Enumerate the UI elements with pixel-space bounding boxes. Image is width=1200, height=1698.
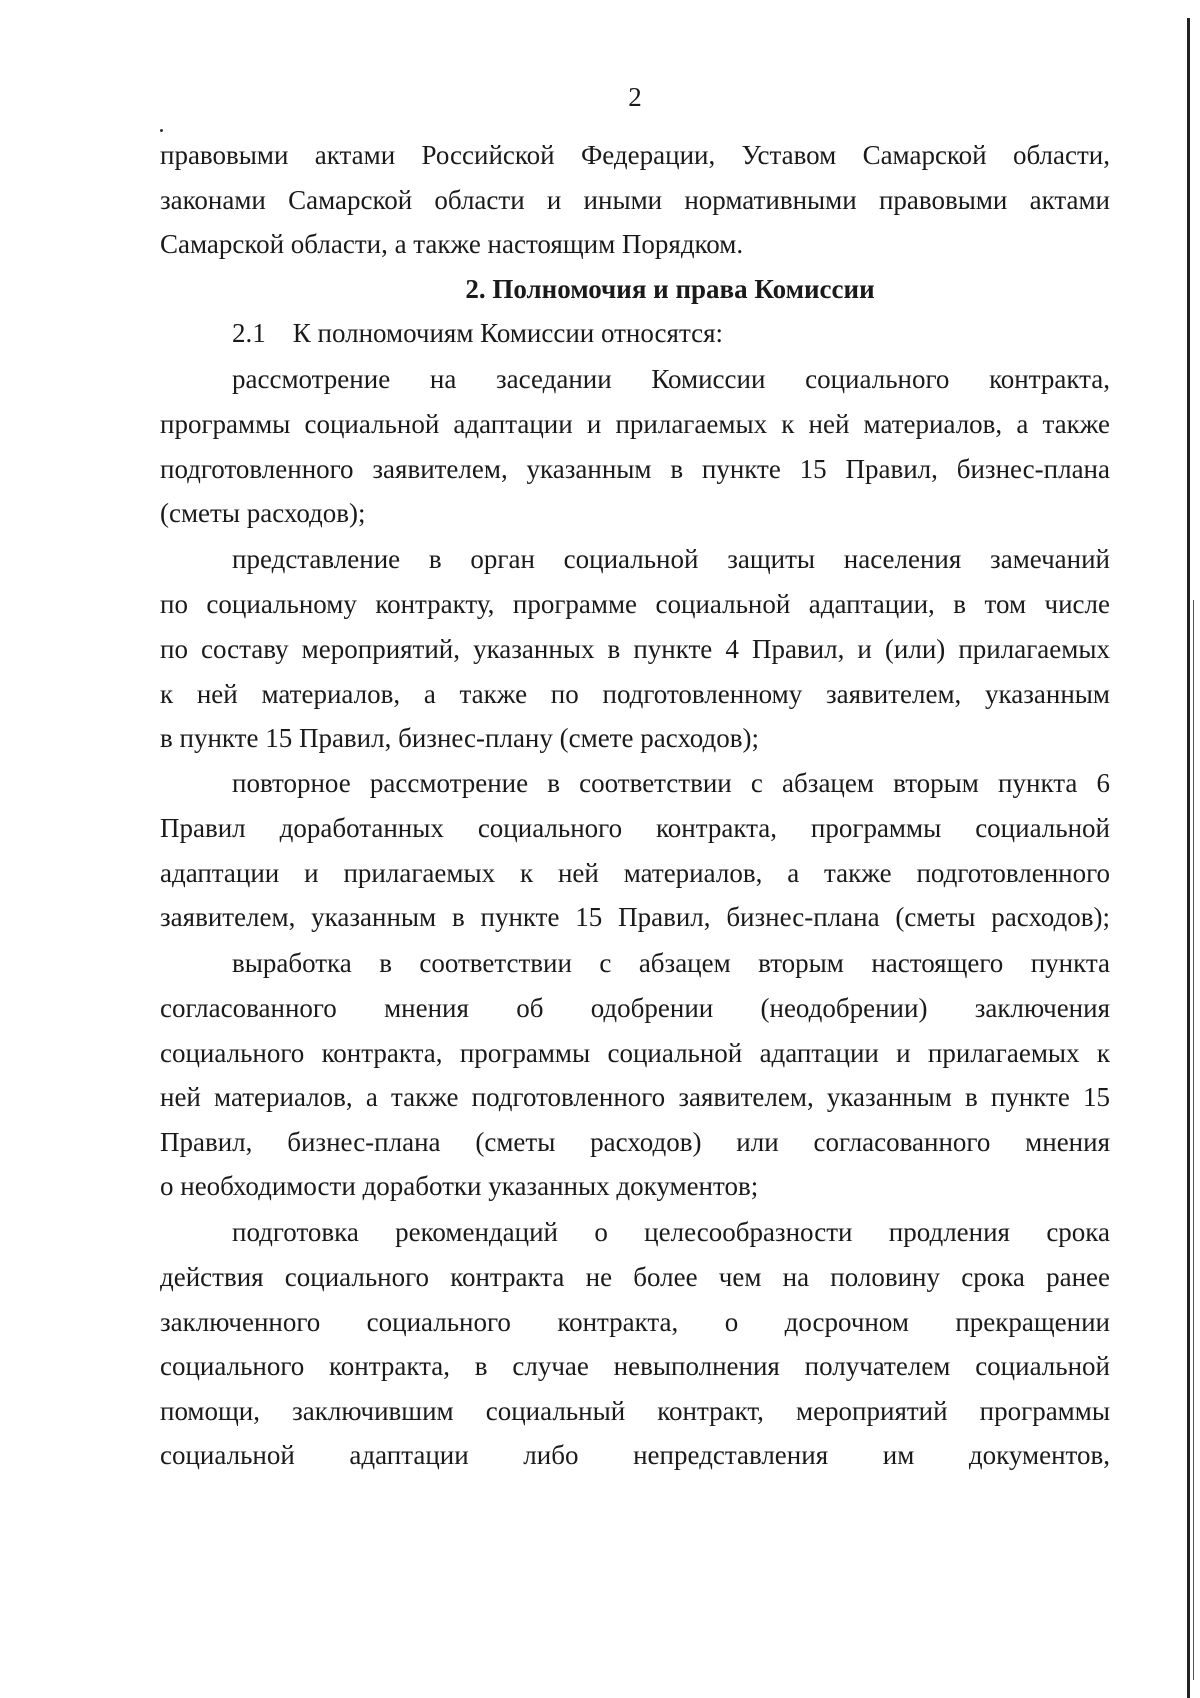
p1-line-2: программы социальной адаптации и прилагаемых к ней материалов, а также xyxy=(160,409,1110,439)
p4-line-1: выработка в соответствии с абзацем вторым настоящего пункта xyxy=(232,948,1110,978)
p4-line-2: согласованного мнения об одобрении (неодобрении) заключения xyxy=(160,993,1110,1023)
section-heading: 2. Полномочия и права Комиссии xyxy=(465,274,875,304)
p1-line-3: подготовленного заявителем, указанным в пункте 15 Правил, бизнес-плана xyxy=(160,454,1110,484)
p3-line-3: адаптации и прилагаемых к ней материалов, а также подготовленного xyxy=(160,858,1110,888)
p4-line-6: о необходимости доработки указанных документов; xyxy=(160,1171,759,1201)
p5-line-5: помощи, заключившим социальный контракт, мероприятий программы xyxy=(160,1396,1110,1426)
p5-line-6: социальной адаптации либо непредставления им документов, xyxy=(160,1440,1110,1470)
p2-line-4: к ней материалов, а также по подготовленному заявителем, указанным xyxy=(160,679,1110,709)
scan-edge-line xyxy=(1187,18,1190,1698)
p2-line-3: по составу мероприятий, указанных в пункте 4 Правил, и (или) прилагаемых xyxy=(160,634,1110,664)
p5-line-1: подготовка рекомендаций о целесообразности продления срока xyxy=(232,1217,1110,1247)
scan-speck xyxy=(160,129,163,132)
scan-edge-line-secondary xyxy=(1193,600,1194,1680)
p1-line-4: (сметы расходов); xyxy=(160,498,366,528)
p5-line-4: социального контракта, в случае невыполнения получателем социальной xyxy=(160,1351,1110,1381)
intro-line-1: правовыми актами Российской Федерации, Уставом Самарской области, xyxy=(160,140,1110,170)
p4-line-5: Правил, бизнес-плана (сметы расходов) или согласованного мнения xyxy=(160,1127,1110,1157)
intro-line-3: Самарской области, а также настоящим Порядком. xyxy=(160,229,744,259)
p1-line-1: рассмотрение на заседании Комиссии социального контракта, xyxy=(232,364,1110,394)
p5-line-3: заключенного социального контракта, о досрочном прекращении xyxy=(160,1307,1110,1337)
page-number: 2 xyxy=(628,82,642,112)
p4-line-3: социального контракта, программы социальной адаптации и прилагаемых к xyxy=(160,1038,1110,1068)
p2-line-5: в пункте 15 Правил, бизнес-плану (смете расходов); xyxy=(160,723,759,753)
p5-line-2: действия социального контракта не более чем на половину срока ранее xyxy=(160,1262,1110,1292)
p2-line-2: по социальному контракту, программе социальной адаптации, в том числе xyxy=(160,589,1110,619)
p3-line-2: Правил доработанных социального контракта, программы социальной xyxy=(160,813,1110,843)
clause-2-1: 2.1 К полномочиям Комиссии относятся: xyxy=(232,318,723,348)
p3-line-4: заявителем, указанным в пункте 15 Правил, бизнес-плана (сметы расходов); xyxy=(160,902,1110,932)
intro-line-2: законами Самарской области и иными нормативными правовыми актами xyxy=(160,185,1110,215)
p2-line-1: представление в орган социальной защиты населения замечаний xyxy=(232,544,1110,574)
p4-line-4: ней материалов, а также подготовленного заявителем, указанным в пункте 15 xyxy=(160,1082,1110,1112)
p3-line-1: повторное рассмотрение в соответствии с абзацем вторым пункта 6 xyxy=(232,768,1110,798)
